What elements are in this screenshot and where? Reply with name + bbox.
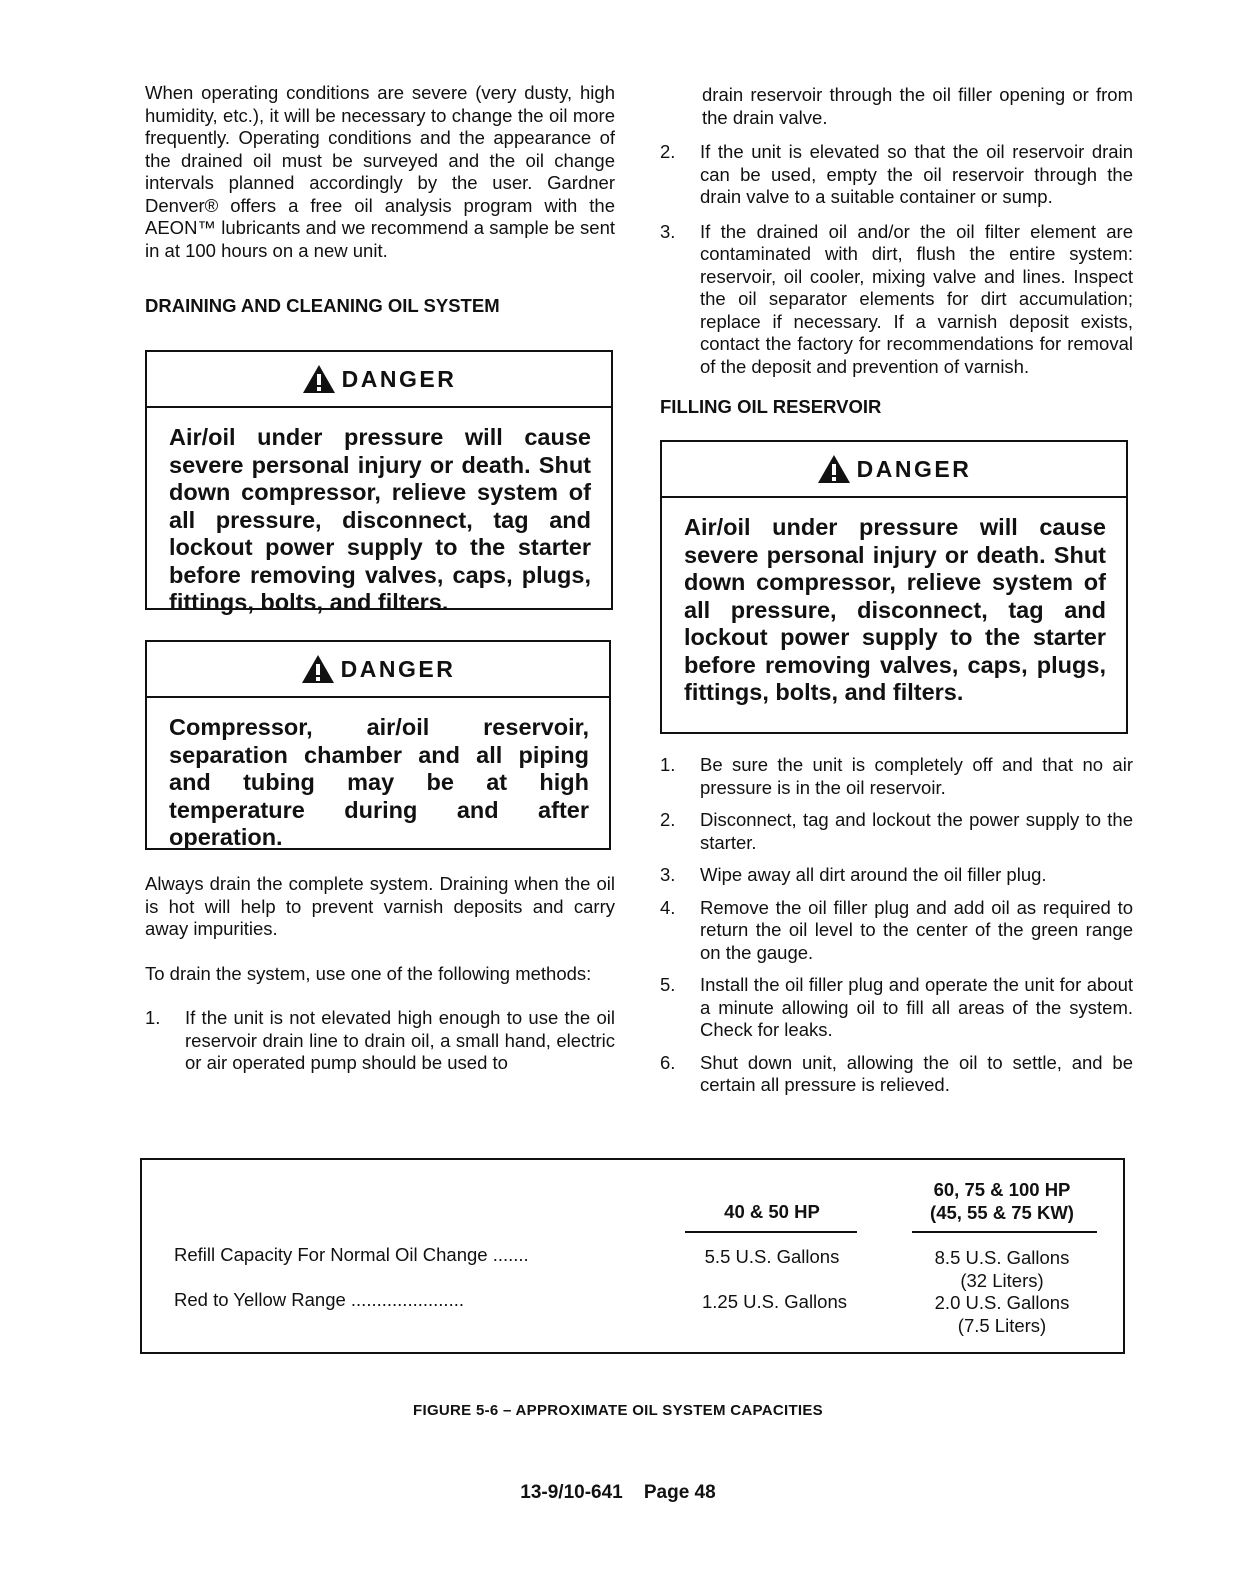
list-item: 2. If the unit is elevated so that the oil reservoir drain can be used, empty the oil reservoir through the drain valve to a suitable container or sump. [660,141,1133,207]
drain-paragraph: Always drain the complete system. Draining when the oil is hot will help to prevent varnish deposits and carry away impurities. [145,873,615,939]
danger-header [147,352,611,408]
list-item: 1. If the unit is not elevated high enough to use the oil reservoir drain line to drain oil, a small hand, electric or air operated pump should be used to [145,1007,615,1073]
cell-refill-60-100: 8.5 U.S. Gallons (32 Liters) [934,1247,1070,1291]
warning-triangle-icon [301,654,335,684]
section-heading-filling: FILLING OIL RESERVOIR [660,396,882,417]
drain-methods-intro: To drain the system, use one of the following methods: [145,962,592,984]
section-heading-draining: DRAINING AND CLEANING OIL SYSTEM [145,295,500,316]
oil-capacity-table [140,1158,1125,1354]
warning-triangle-icon [817,454,851,484]
left-column [145,82,615,1075]
danger-header [147,642,609,698]
row-label-red-yellow: Red to Yellow Range ...................... [174,1289,464,1310]
list-item: 3. Wipe away all dirt around the oil filler plug. [660,864,1047,885]
fill-steps-list [660,754,1133,1097]
header-rule [912,1231,1097,1233]
drain-list-part1 [145,1007,615,1075]
danger-header [662,442,1126,498]
cell-range-40-50: 1.25 U.S. Gallons [702,1291,847,1312]
danger-text: Compressor, air/oil reservoir, separation chamber and all piping and tubing may be at high temperature during and after operation. [169,714,589,850]
list-item: 5. Install the oil filler plug and operate the unit for about a minute allowing oil to fill all areas of the system. Check for leaks. [660,974,1133,1040]
row-label-refill: Refill Capacity For Normal Oil Change ....... [174,1244,529,1265]
header-rule [685,1231,857,1233]
danger-label: DANGER [856,455,972,482]
danger-box-pressure [145,350,613,615]
column-header-60-100hp: 60, 75 & 100 HP (45, 55 & 75 KW) [930,1179,1074,1223]
warning-triangle-icon [302,364,336,394]
danger-label: DANGER [341,365,457,392]
danger-box-temperature [145,640,611,850]
figure-caption: FIGURE 5-6 – APPROXIMATE OIL SYSTEM CAPACITIES [413,1402,823,1419]
cell-refill-40-50: 5.5 U.S. Gallons [704,1246,840,1267]
list-item: 3. If the drained oil and/or the oil filter element are contaminated with dirt, flush the entire system: reservoir, oil cooler, mixing valve and lines. Inspect the oil separator elements for dirt accumulation; replace if necessary. If a varnish deposit exists, contact the factory for recommendations for removal of the deposit and prevention of varnish. [660,220,1133,377]
drain-item1-continuation: drain reservoir through the oil filler opening or from the drain valve. [702,84,1133,128]
danger-text: Air/oil under pressure will cause severe personal injury or death. Shut down compressor, relieve system of all pressure, disconnect, tag and lockout power supply to the starter before removing valves, caps, plugs, fittings, bolts, and filters. [684,514,1106,705]
list-item: 6. Shut down unit, allowing the oil to settle, and be certain all pressure is relieved. [660,1051,1133,1095]
danger-text: Air/oil under pressure will cause severe personal injury or death. Shut down compressor, relieve system of all pressure, disconnect, tag and lockout power supply to the starter before removing valves, caps, plugs, fittings, bolts, and filters. [169,424,591,615]
list-item: 1. Be sure the unit is completely off and that no air pressure is in the oil reservoir. [660,754,1133,798]
cell-range-60-100: 2.0 U.S. Gallons (7.5 Liters) [934,1292,1070,1336]
list-item: 2. Disconnect, tag and lockout the power supply to the starter. [660,809,1133,853]
danger-label: DANGER [340,655,456,682]
danger-box-pressure-fill [660,440,1128,734]
column-header-40-50hp: 40 & 50 HP [724,1201,820,1222]
right-column [660,84,1133,1097]
intro-paragraph: When operating conditions are severe (very dusty, high humidity, etc.), it will be necessary to change the oil more frequently. Operating conditions and the appearance of the drained oil must be surveyed and the oil change intervals planned accordingly by the user. Gardner Denver® offers a free oil analysis program with the AEON™ lubricants and we recommend a sample be sent in at 100 hours on a new unit. [145,82,615,261]
page-footer: 13-9/10-641 Page 48 [520,1482,716,1503]
drain-list-part2 [660,141,1133,378]
list-item: 4. Remove the oil filler plug and add oil as required to return the oil level to the center of the green range on the gauge. [660,896,1133,963]
